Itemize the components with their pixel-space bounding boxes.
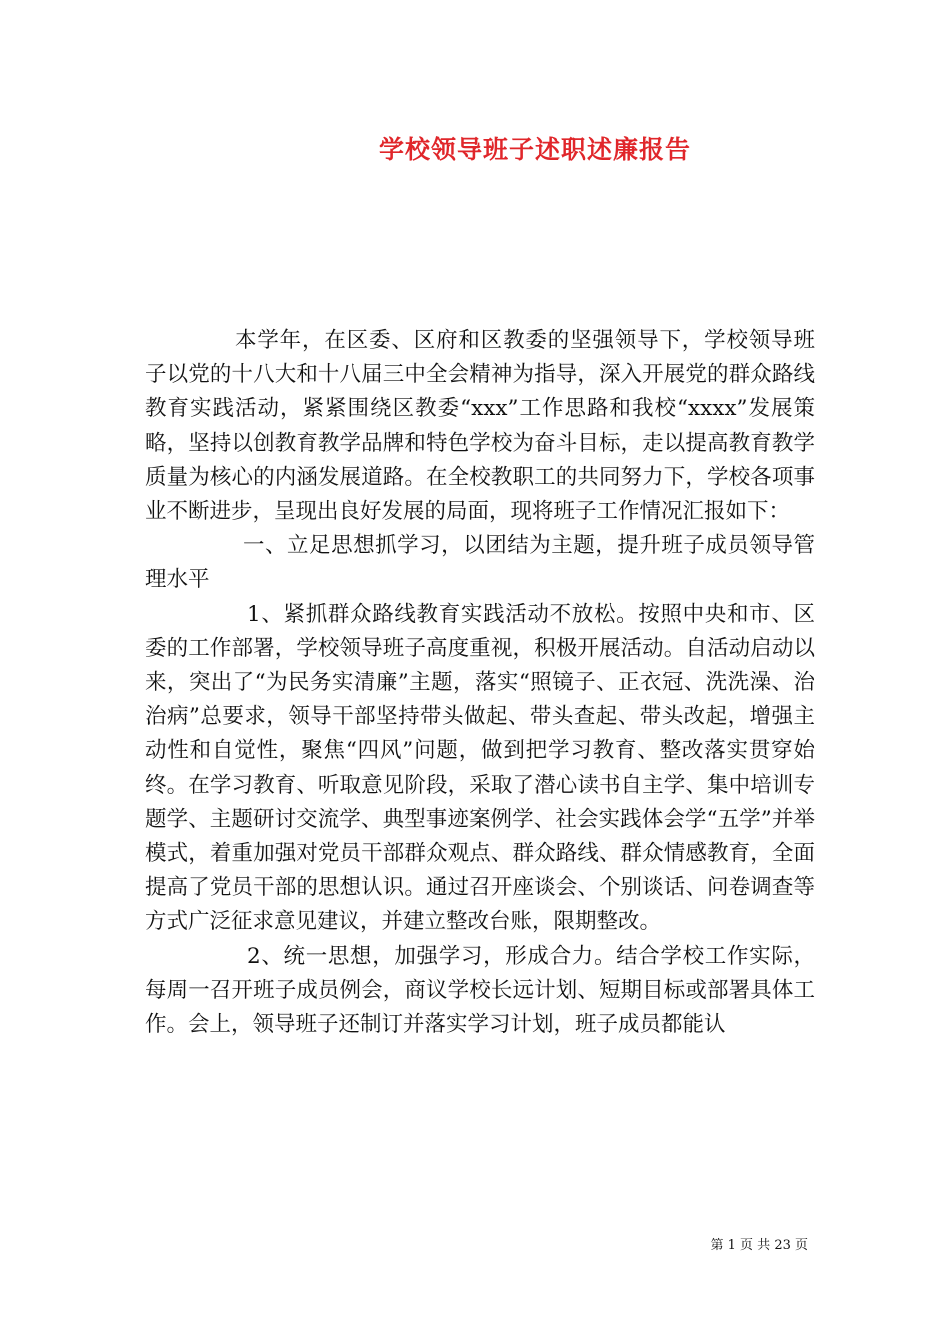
document-body [145, 324, 815, 1042]
item-paragraph-1: 1、紧抓群众路线教育实践活动不放松。按照中央和市、区委的工作部署，学校领导班子高度重视，积极开展活动。自活动启动以来，突出了“为民务实清廉”主题，落实“照镜子、正衣冠、洗洗澡、治治病”总要求，领导干部坚持带头做起、带头查起、带头改起，增强主动性和自觉性，聚焦“四风”问题，做到把学习教育、整改落实贯穿始终。在学习教育、听取意见阶段，采取了潜心读书自主学、集中培训专题学、主题研讨交流学、典型事迹案例学、社会实践体会学“五学”并举模式，着重加强对党员干部群众观点、群众路线、群众情感教育，全面提高了党员干部的思想认识。通过召开座谈会、个别谈话、问卷调查等方式广泛征求意见建议，并建立整改台账，限期整改。 [145, 601, 815, 935]
page-footer: 第 1 页 共 23 页 [710, 1238, 808, 1253]
item-paragraph-2: 2、统一思想，加强学习，形成合力。结合学校工作实际，每周一召开班子成员例会，商议学校长远计划、短期目标或部署具体工作。会上，领导班子还制订并落实学习计划，班子成员都能认 [145, 943, 815, 1038]
section-heading-1: 一、立足思想抓学习，以团结为主题，提升班子成员领导管理水平 [145, 533, 815, 593]
intro-paragraph: 本学年，在区委、区府和区教委的坚强领导下，学校领导班子以党的十八大和十八届三中全会精神为指导，深入开展党的群众路线教育实践活动，紧紧围绕区教委“xxx”工作思路和我校“xxxx”发展策略，坚持以创教育教学品牌和特色学校为奋斗目标，走以提高教育教学质量为核心的内涵发展道路。在全校教职工的共同努力下，学校各项事业不断进步，呈现出良好发展的局面，现将班子工作情况汇报如下： [145, 328, 815, 525]
document-title: 学校领导班子述职述廉报告 [378, 135, 691, 164]
